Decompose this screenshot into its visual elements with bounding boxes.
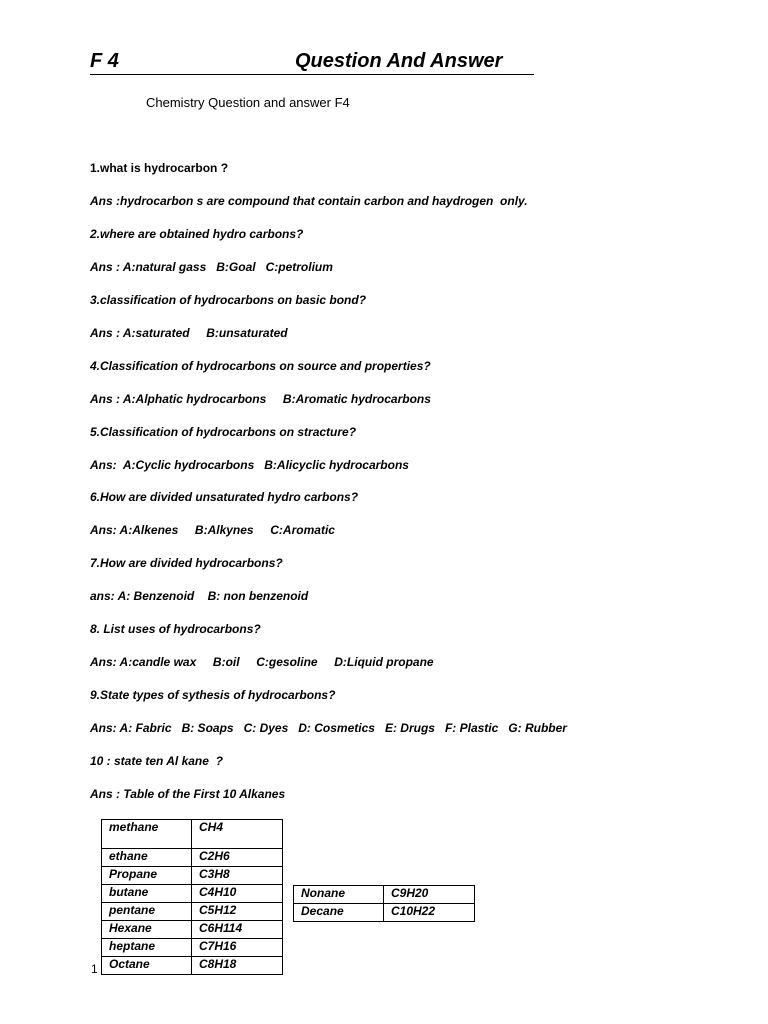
alkane-name: Decane: [294, 904, 384, 922]
question-2: 2.where are obtained hydro carbons?: [90, 227, 304, 241]
alkane-name: methane: [102, 820, 192, 849]
table-row: [102, 921, 283, 939]
answer-5: Ans: A:Cyclic hydrocarbons B:Alicyclic hydrocarbons: [90, 458, 409, 472]
question-5: 5.Classification of hydrocarbons on stracture?: [90, 425, 357, 439]
alkane-name: Octane: [102, 957, 192, 975]
alkane-formula: C7H16: [192, 939, 283, 957]
table-row: [102, 820, 283, 849]
alkane-formula: C8H18: [192, 957, 283, 975]
answer-7: ans: A: Benzenoid B: non benzenoid: [90, 589, 309, 603]
alkane-name: heptane: [102, 939, 192, 957]
alkane-formula: C5H12: [192, 903, 283, 921]
page-number: 1: [91, 962, 98, 976]
alkane-formula: C3H8: [192, 867, 283, 885]
alkane-name: pentane: [102, 903, 192, 921]
header-form-label: F 4: [90, 50, 119, 72]
table-row: [102, 939, 283, 957]
alkane-formula: C10H22: [384, 904, 475, 922]
question-3: 3.classification of hydrocarbons on basic bond?: [90, 293, 367, 307]
question-4: 4.Classification of hydrocarbons on source and properties?: [90, 359, 431, 373]
alkane-name: ethane: [102, 849, 192, 867]
answer-1: Ans :hydrocarbon s are compound that contain carbon and haydrogen only.: [90, 194, 528, 208]
document-subtitle: Chemistry Question and answer F4: [146, 95, 350, 110]
page-header: [90, 50, 534, 75]
alkane-name: butane: [102, 885, 192, 903]
table-row: [102, 867, 283, 885]
alkane-name: Hexane: [102, 921, 192, 939]
alkane-formula: C4H10: [192, 885, 283, 903]
alkane-name: Nonane: [294, 886, 384, 904]
alkane-formula: C6H114: [192, 921, 283, 939]
table-row: [102, 957, 283, 975]
question-7: 7.How are divided hydrocarbons?: [90, 556, 283, 570]
answer-9: Ans: A: Fabric B: Soaps C: Dyes D: Cosmetics E: Drugs F: Plastic G: Rubber: [90, 721, 567, 735]
alkane-formula: C2H6: [192, 849, 283, 867]
alkanes-table-1: [101, 819, 283, 975]
answer-8: Ans: A:candle wax B:oil C:gesoline D:Liquid propane: [90, 655, 434, 669]
table-row: [102, 903, 283, 921]
question-6: 6.How are divided unsaturated hydro carbons?: [90, 490, 359, 504]
alkane-formula: C9H20: [384, 886, 475, 904]
table-row: [102, 885, 283, 903]
answer-10: Ans : Table of the First 10 Alkanes: [90, 787, 286, 801]
alkane-formula: CH4: [192, 820, 283, 849]
question-9: 9.State types of sythesis of hydrocarbons?: [90, 688, 336, 702]
question-10: 10 : state ten Al kane ?: [90, 754, 223, 768]
table-row: [294, 886, 475, 904]
answer-6: Ans: A:Alkenes B:Alkynes C:Aromatic: [90, 523, 335, 537]
table-row: [294, 904, 475, 922]
question-8: 8. List uses of hydrocarbons?: [90, 622, 261, 636]
answer-4: Ans : A:Alphatic hydrocarbons B:Aromatic hydrocarbons: [90, 392, 431, 406]
alkane-name: Propane: [102, 867, 192, 885]
answer-2: Ans : A:natural gass B:Goal C:petrolium: [90, 260, 333, 274]
header-title: Question And Answer: [295, 50, 503, 72]
answer-3: Ans : A:saturated B:unsaturated: [90, 326, 288, 340]
table-row: [102, 849, 283, 867]
alkanes-table-2: [293, 885, 475, 922]
question-1: 1.what is hydrocarbon ?: [90, 161, 229, 175]
